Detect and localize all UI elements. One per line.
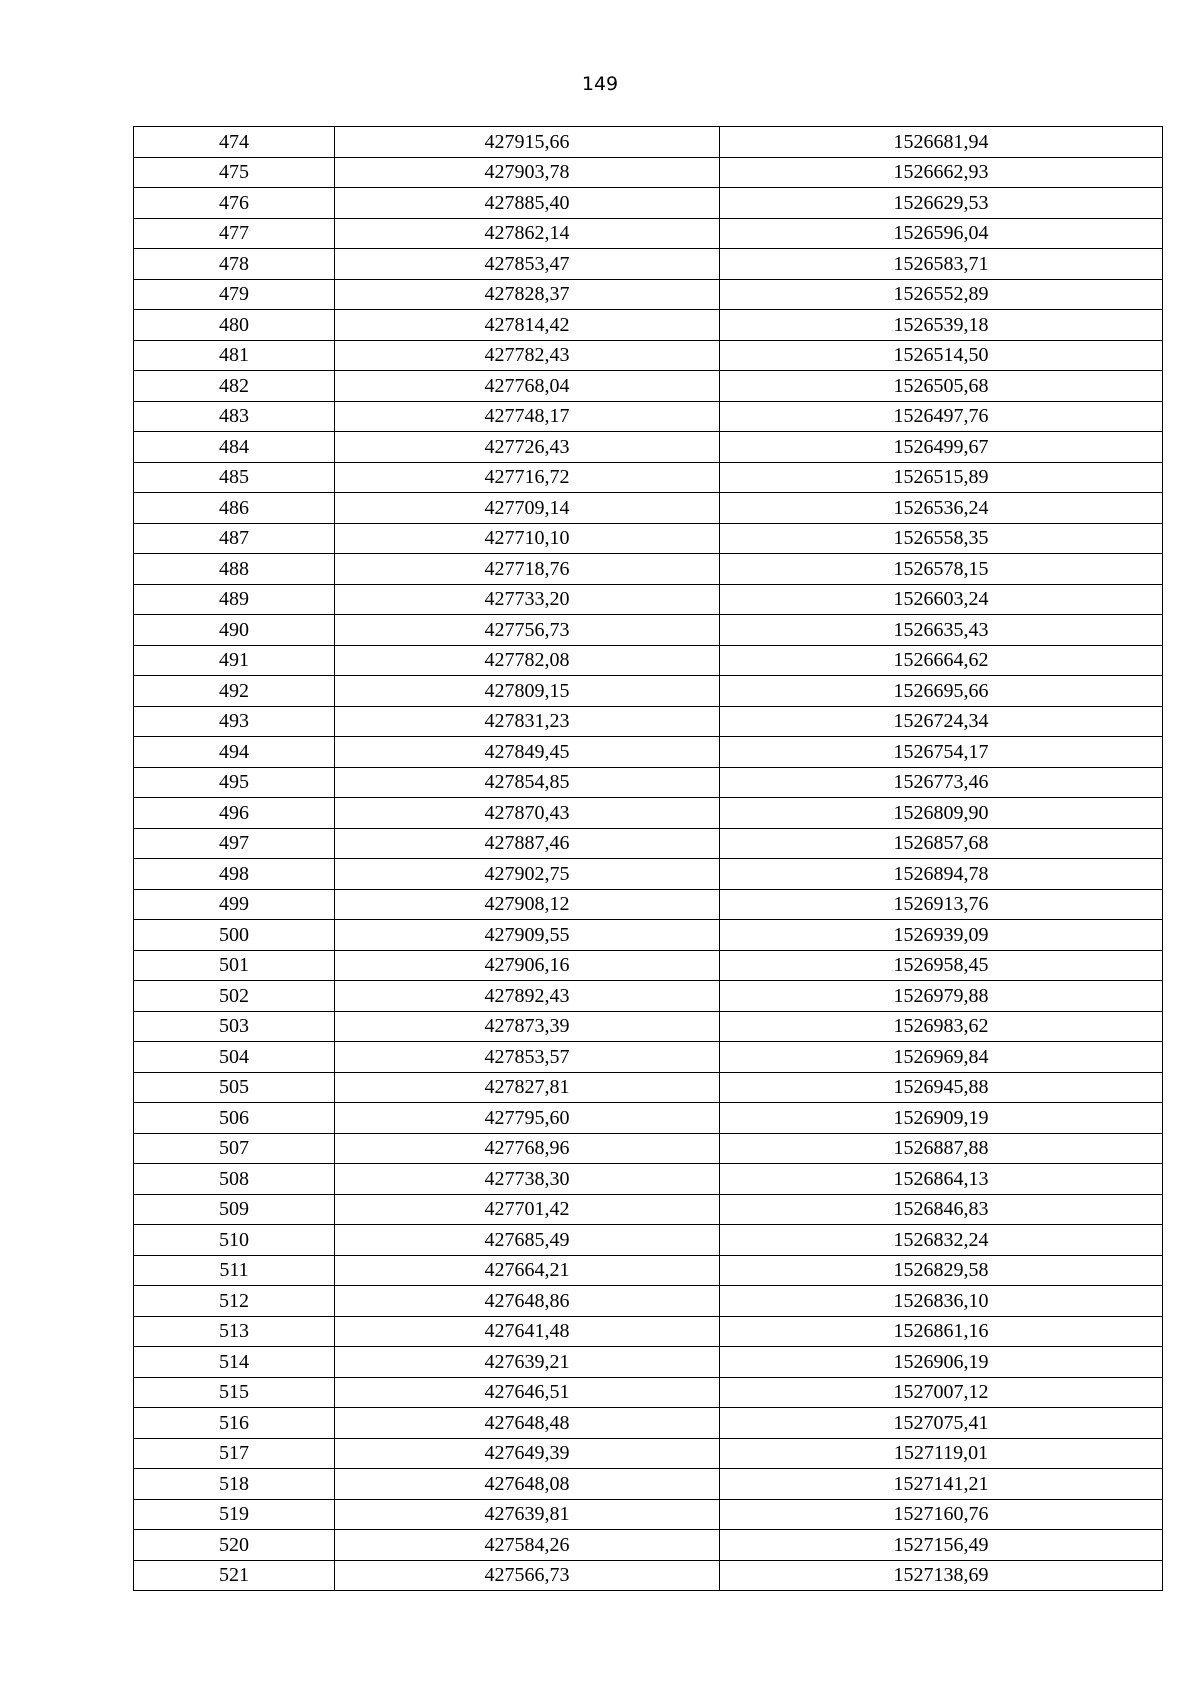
y-coordinate-cell: 1526945,88 — [720, 1072, 1163, 1103]
point-number-cell: 497 — [134, 828, 335, 859]
table-row — [134, 737, 1163, 768]
point-number-cell: 498 — [134, 859, 335, 890]
table-row — [134, 1469, 1163, 1500]
point-number-cell: 484 — [134, 432, 335, 463]
y-coordinate-cell: 1526832,24 — [720, 1225, 1163, 1256]
x-coordinate-cell: 427685,49 — [335, 1225, 720, 1256]
table-row — [134, 584, 1163, 615]
table-row — [134, 127, 1163, 158]
y-coordinate-cell: 1526809,90 — [720, 798, 1163, 829]
table-row — [134, 1499, 1163, 1530]
table-row — [134, 1103, 1163, 1134]
table-row — [134, 157, 1163, 188]
x-coordinate-cell: 427853,47 — [335, 249, 720, 280]
page-number: 149 — [581, 73, 619, 95]
point-number-cell: 504 — [134, 1042, 335, 1073]
y-coordinate-cell: 1526505,68 — [720, 371, 1163, 402]
point-number-cell: 482 — [134, 371, 335, 402]
table-row — [134, 1194, 1163, 1225]
y-coordinate-cell: 1527138,69 — [720, 1560, 1163, 1591]
x-coordinate-cell: 427853,57 — [335, 1042, 720, 1073]
table-row — [134, 1530, 1163, 1561]
x-coordinate-cell: 427887,46 — [335, 828, 720, 859]
x-coordinate-cell: 427664,21 — [335, 1255, 720, 1286]
point-number-cell: 505 — [134, 1072, 335, 1103]
y-coordinate-cell: 1526857,68 — [720, 828, 1163, 859]
point-number-cell: 481 — [134, 340, 335, 371]
y-coordinate-cell: 1526603,24 — [720, 584, 1163, 615]
table-row — [134, 645, 1163, 676]
x-coordinate-cell: 427641,48 — [335, 1316, 720, 1347]
x-coordinate-cell: 427873,39 — [335, 1011, 720, 1042]
table-row — [134, 432, 1163, 463]
table-row — [134, 1286, 1163, 1317]
table-row — [134, 371, 1163, 402]
table-row — [134, 706, 1163, 737]
point-number-cell: 514 — [134, 1347, 335, 1378]
y-coordinate-cell: 1526906,19 — [720, 1347, 1163, 1378]
coordinates-table-body — [134, 127, 1163, 1591]
point-number-cell: 519 — [134, 1499, 335, 1530]
x-coordinate-cell: 427649,39 — [335, 1438, 720, 1469]
point-number-cell: 488 — [134, 554, 335, 585]
table-row — [134, 1408, 1163, 1439]
x-coordinate-cell: 427709,14 — [335, 493, 720, 524]
x-coordinate-cell: 427756,73 — [335, 615, 720, 646]
x-coordinate-cell: 427908,12 — [335, 889, 720, 920]
x-coordinate-cell: 427782,08 — [335, 645, 720, 676]
y-coordinate-cell: 1526969,84 — [720, 1042, 1163, 1073]
point-number-cell: 477 — [134, 218, 335, 249]
point-number-cell: 492 — [134, 676, 335, 707]
y-coordinate-cell: 1526894,78 — [720, 859, 1163, 890]
table-row — [134, 767, 1163, 798]
y-coordinate-cell: 1526578,15 — [720, 554, 1163, 585]
x-coordinate-cell: 427748,17 — [335, 401, 720, 432]
y-coordinate-cell: 1526583,71 — [720, 249, 1163, 280]
y-coordinate-cell: 1526939,09 — [720, 920, 1163, 951]
y-coordinate-cell: 1526552,89 — [720, 279, 1163, 310]
y-coordinate-cell: 1526864,13 — [720, 1164, 1163, 1195]
y-coordinate-cell: 1526909,19 — [720, 1103, 1163, 1134]
x-coordinate-cell: 427906,16 — [335, 950, 720, 981]
x-coordinate-cell: 427862,14 — [335, 218, 720, 249]
table-row — [134, 188, 1163, 219]
x-coordinate-cell: 427795,60 — [335, 1103, 720, 1134]
x-coordinate-cell: 427903,78 — [335, 157, 720, 188]
y-coordinate-cell: 1526836,10 — [720, 1286, 1163, 1317]
point-number-cell: 493 — [134, 706, 335, 737]
point-number-cell: 486 — [134, 493, 335, 524]
point-number-cell: 503 — [134, 1011, 335, 1042]
table-row — [134, 981, 1163, 1012]
y-coordinate-cell: 1526887,88 — [720, 1133, 1163, 1164]
point-number-cell: 518 — [134, 1469, 335, 1500]
y-coordinate-cell: 1526515,89 — [720, 462, 1163, 493]
point-number-cell: 511 — [134, 1255, 335, 1286]
table-row — [134, 249, 1163, 280]
coordinates-table — [133, 126, 1163, 1591]
x-coordinate-cell: 427733,20 — [335, 584, 720, 615]
y-coordinate-cell: 1526536,24 — [720, 493, 1163, 524]
x-coordinate-cell: 427701,42 — [335, 1194, 720, 1225]
table-row — [134, 615, 1163, 646]
table-row — [134, 798, 1163, 829]
y-coordinate-cell: 1526695,66 — [720, 676, 1163, 707]
point-number-cell: 502 — [134, 981, 335, 1012]
y-coordinate-cell: 1526596,04 — [720, 218, 1163, 249]
point-number-cell: 485 — [134, 462, 335, 493]
x-coordinate-cell: 427726,43 — [335, 432, 720, 463]
y-coordinate-cell: 1527141,21 — [720, 1469, 1163, 1500]
point-number-cell: 491 — [134, 645, 335, 676]
point-number-cell: 479 — [134, 279, 335, 310]
y-coordinate-cell: 1526913,76 — [720, 889, 1163, 920]
y-coordinate-cell: 1527119,01 — [720, 1438, 1163, 1469]
table-row — [134, 1011, 1163, 1042]
point-number-cell: 501 — [134, 950, 335, 981]
x-coordinate-cell: 427909,55 — [335, 920, 720, 951]
x-coordinate-cell: 427885,40 — [335, 188, 720, 219]
x-coordinate-cell: 427782,43 — [335, 340, 720, 371]
x-coordinate-cell: 427639,21 — [335, 1347, 720, 1378]
table-row — [134, 1042, 1163, 1073]
table-row — [134, 462, 1163, 493]
table-row — [134, 1377, 1163, 1408]
x-coordinate-cell: 427892,43 — [335, 981, 720, 1012]
point-number-cell: 494 — [134, 737, 335, 768]
table-row — [134, 310, 1163, 341]
point-number-cell: 521 — [134, 1560, 335, 1591]
table-row — [134, 889, 1163, 920]
x-coordinate-cell: 427827,81 — [335, 1072, 720, 1103]
x-coordinate-cell: 427828,37 — [335, 279, 720, 310]
table-row — [134, 859, 1163, 890]
point-number-cell: 507 — [134, 1133, 335, 1164]
x-coordinate-cell: 427648,08 — [335, 1469, 720, 1500]
point-number-cell: 508 — [134, 1164, 335, 1195]
x-coordinate-cell: 427710,10 — [335, 523, 720, 554]
x-coordinate-cell: 427648,48 — [335, 1408, 720, 1439]
x-coordinate-cell: 427768,04 — [335, 371, 720, 402]
table-row — [134, 1316, 1163, 1347]
x-coordinate-cell: 427738,30 — [335, 1164, 720, 1195]
point-number-cell: 489 — [134, 584, 335, 615]
point-number-cell: 516 — [134, 1408, 335, 1439]
y-coordinate-cell: 1526635,43 — [720, 615, 1163, 646]
table-row — [134, 1255, 1163, 1286]
y-coordinate-cell: 1526514,50 — [720, 340, 1163, 371]
table-row — [134, 828, 1163, 859]
y-coordinate-cell: 1526664,62 — [720, 645, 1163, 676]
y-coordinate-cell: 1527075,41 — [720, 1408, 1163, 1439]
y-coordinate-cell: 1527007,12 — [720, 1377, 1163, 1408]
x-coordinate-cell: 427870,43 — [335, 798, 720, 829]
table-row — [134, 554, 1163, 585]
table-row — [134, 1164, 1163, 1195]
x-coordinate-cell: 427639,81 — [335, 1499, 720, 1530]
point-number-cell: 515 — [134, 1377, 335, 1408]
x-coordinate-cell: 427566,73 — [335, 1560, 720, 1591]
point-number-cell: 510 — [134, 1225, 335, 1256]
table-row — [134, 523, 1163, 554]
point-number-cell: 509 — [134, 1194, 335, 1225]
point-number-cell: 512 — [134, 1286, 335, 1317]
table-row — [134, 1072, 1163, 1103]
y-coordinate-cell: 1526662,93 — [720, 157, 1163, 188]
x-coordinate-cell: 427768,96 — [335, 1133, 720, 1164]
point-number-cell: 487 — [134, 523, 335, 554]
table-row — [134, 279, 1163, 310]
y-coordinate-cell: 1526829,58 — [720, 1255, 1163, 1286]
y-coordinate-cell: 1526681,94 — [720, 127, 1163, 158]
table-row — [134, 401, 1163, 432]
y-coordinate-cell: 1526724,34 — [720, 706, 1163, 737]
x-coordinate-cell: 427584,26 — [335, 1530, 720, 1561]
x-coordinate-cell: 427814,42 — [335, 310, 720, 341]
x-coordinate-cell: 427854,85 — [335, 767, 720, 798]
point-number-cell: 499 — [134, 889, 335, 920]
x-coordinate-cell: 427915,66 — [335, 127, 720, 158]
y-coordinate-cell: 1526558,35 — [720, 523, 1163, 554]
point-number-cell: 520 — [134, 1530, 335, 1561]
x-coordinate-cell: 427902,75 — [335, 859, 720, 890]
table-row — [134, 1133, 1163, 1164]
x-coordinate-cell: 427646,51 — [335, 1377, 720, 1408]
point-number-cell: 476 — [134, 188, 335, 219]
y-coordinate-cell: 1526773,46 — [720, 767, 1163, 798]
y-coordinate-cell: 1526983,62 — [720, 1011, 1163, 1042]
point-number-cell: 500 — [134, 920, 335, 951]
point-number-cell: 506 — [134, 1103, 335, 1134]
x-coordinate-cell: 427718,76 — [335, 554, 720, 585]
table-row — [134, 218, 1163, 249]
y-coordinate-cell: 1526861,16 — [720, 1316, 1163, 1347]
x-coordinate-cell: 427831,23 — [335, 706, 720, 737]
x-coordinate-cell: 427809,15 — [335, 676, 720, 707]
y-coordinate-cell: 1527160,76 — [720, 1499, 1163, 1530]
x-coordinate-cell: 427648,86 — [335, 1286, 720, 1317]
y-coordinate-cell: 1526497,76 — [720, 401, 1163, 432]
y-coordinate-cell: 1526979,88 — [720, 981, 1163, 1012]
point-number-cell: 490 — [134, 615, 335, 646]
table-row — [134, 676, 1163, 707]
table-row — [134, 920, 1163, 951]
y-coordinate-cell: 1526539,18 — [720, 310, 1163, 341]
table-row — [134, 1438, 1163, 1469]
y-coordinate-cell: 1526754,17 — [720, 737, 1163, 768]
point-number-cell: 495 — [134, 767, 335, 798]
point-number-cell: 513 — [134, 1316, 335, 1347]
table-row — [134, 493, 1163, 524]
y-coordinate-cell: 1526499,67 — [720, 432, 1163, 463]
table-row — [134, 950, 1163, 981]
point-number-cell: 480 — [134, 310, 335, 341]
point-number-cell: 474 — [134, 127, 335, 158]
point-number-cell: 496 — [134, 798, 335, 829]
y-coordinate-cell: 1526629,53 — [720, 188, 1163, 219]
x-coordinate-cell: 427716,72 — [335, 462, 720, 493]
x-coordinate-cell: 427849,45 — [335, 737, 720, 768]
table-row — [134, 1560, 1163, 1591]
y-coordinate-cell: 1526846,83 — [720, 1194, 1163, 1225]
y-coordinate-cell: 1526958,45 — [720, 950, 1163, 981]
point-number-cell: 483 — [134, 401, 335, 432]
y-coordinate-cell: 1527156,49 — [720, 1530, 1163, 1561]
table-row — [134, 340, 1163, 371]
point-number-cell: 475 — [134, 157, 335, 188]
point-number-cell: 517 — [134, 1438, 335, 1469]
point-number-cell: 478 — [134, 249, 335, 280]
table-row — [134, 1347, 1163, 1378]
table-row — [134, 1225, 1163, 1256]
